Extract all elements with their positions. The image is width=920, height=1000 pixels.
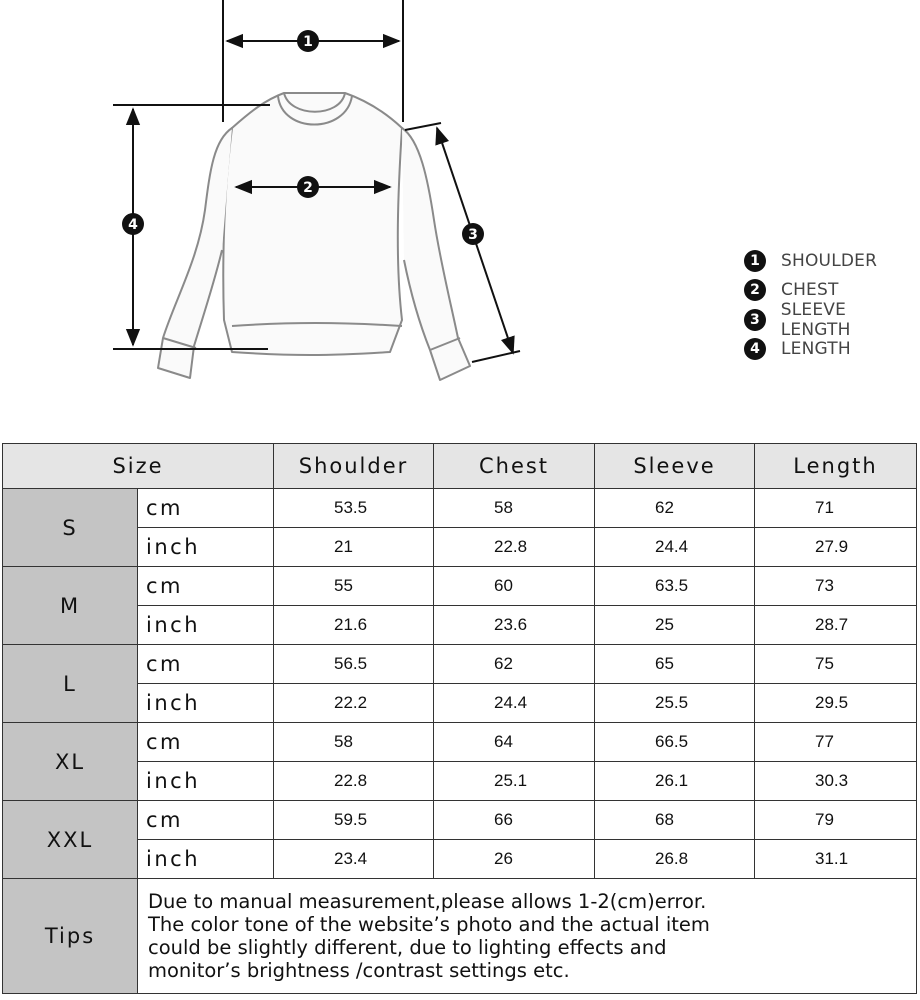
table-row (3, 762, 917, 801)
size-chart-table (2, 443, 917, 994)
legend-label: LENGTH (781, 339, 851, 360)
marker-4 (122, 213, 144, 235)
header-shoulder: Shoulder (274, 444, 434, 489)
size-label-s: S (3, 489, 138, 567)
shoulder-cm: 55 (274, 567, 434, 606)
table-row (3, 567, 917, 606)
tips-row (3, 879, 917, 994)
chest-cm: 62 (434, 645, 595, 684)
legend-item-sleeve-length (744, 299, 920, 340)
shoulder-inch: 21 (274, 528, 434, 567)
length-cm: 71 (755, 489, 917, 528)
shoulder-cm: 58 (274, 723, 434, 762)
sleeve-cm: 68 (595, 801, 755, 840)
tips-line: The color tone of the website’s photo and the actual item (148, 913, 710, 936)
size-label-xxl: XXL (3, 801, 138, 879)
unit-inch: inch (138, 606, 274, 645)
table-row (3, 840, 917, 879)
legend-label: SHOULDER (781, 250, 878, 271)
unit-cm: cm (138, 801, 274, 840)
number-1-icon: 1 (744, 250, 766, 272)
size-label-xl: XL (3, 723, 138, 801)
chest-cm: 58 (434, 489, 595, 528)
length-inch: 30.3 (755, 762, 917, 801)
number-3-icon: 3 (744, 309, 766, 331)
tips-text (138, 879, 917, 994)
unit-cm: cm (138, 489, 274, 528)
shoulder-inch: 23.4 (274, 840, 434, 879)
tips-line: could be slightly different, due to lighting effects and (148, 936, 667, 959)
legend-label: SLEEVE LENGTH (780, 299, 851, 340)
sleeve-cm: 66.5 (595, 723, 755, 762)
chest-inch: 25.1 (434, 762, 595, 801)
chest-cm: 60 (434, 567, 595, 606)
sweater-outline (158, 93, 470, 380)
unit-cm: cm (138, 723, 274, 762)
sleeve-inch: 25 (595, 606, 755, 645)
chest-inch: 24.4 (434, 684, 595, 723)
marker-2 (297, 176, 319, 198)
table-row (3, 684, 917, 723)
sleeve-cm: 62 (595, 489, 755, 528)
svg-text:2: 2 (303, 180, 313, 196)
shoulder-inch: 22.8 (274, 762, 434, 801)
length-cm: 79 (755, 801, 917, 840)
chest-inch: 22.8 (434, 528, 595, 567)
sleeve-inch: 26.8 (595, 840, 755, 879)
shoulder-inch: 21.6 (274, 606, 434, 645)
table-row (3, 801, 917, 840)
length-inch: 29.5 (755, 684, 917, 723)
table-header-row (3, 444, 917, 489)
table-row (3, 528, 917, 567)
number-2-icon: 2 (744, 279, 766, 301)
header-size: Size (3, 444, 274, 489)
legend-label: CHEST (781, 280, 839, 301)
unit-cm: cm (138, 645, 274, 684)
table-row (3, 723, 917, 762)
table-row (3, 489, 917, 528)
tips-label: Tips (3, 879, 138, 994)
length-inch: 31.1 (755, 840, 917, 879)
sleeve-cm: 65 (595, 645, 755, 684)
sleeve-inch: 24.4 (595, 528, 755, 567)
header-sleeve: Sleeve (595, 444, 755, 489)
shoulder-cm: 53.5 (274, 489, 434, 528)
length-cm: 73 (755, 567, 917, 606)
marker-3 (462, 223, 484, 245)
size-label-m: M (3, 567, 138, 645)
sleeve-inch: 25.5 (595, 684, 755, 723)
unit-inch: inch (138, 528, 274, 567)
shoulder-cm: 56.5 (274, 645, 434, 684)
header-chest: Chest (434, 444, 595, 489)
sleeve-inch: 26.1 (595, 762, 755, 801)
unit-inch: inch (138, 840, 274, 879)
chest-cm: 64 (434, 723, 595, 762)
unit-inch: inch (138, 684, 274, 723)
table-row (3, 606, 917, 645)
chest-inch: 23.6 (434, 606, 595, 645)
tips-line: Due to manual measurement,please allows 1-2(cm)error. (148, 890, 707, 913)
unit-inch: inch (138, 762, 274, 801)
unit-cm: cm (138, 567, 274, 606)
length-inch: 27.9 (755, 528, 917, 567)
chest-inch: 26 (434, 840, 595, 879)
length-cm: 75 (755, 645, 917, 684)
length-cm: 77 (755, 723, 917, 762)
legend-item-shoulder (744, 246, 920, 276)
measurement-legend (744, 246, 920, 364)
header-length: Length (755, 444, 917, 489)
tips-line: monitor’s brightness /contrast settings etc. (148, 959, 570, 982)
sleeve-cm: 63.5 (595, 567, 755, 606)
sweater-measurement-diagram (0, 0, 560, 400)
svg-text:3: 3 (468, 227, 478, 243)
chest-cm: 66 (434, 801, 595, 840)
shoulder-inch: 22.2 (274, 684, 434, 723)
marker-1 (297, 30, 319, 52)
size-label-l: L (3, 645, 138, 723)
number-4-icon: 4 (744, 338, 766, 360)
length-inch: 28.7 (755, 606, 917, 645)
svg-text:1: 1 (303, 34, 313, 50)
shoulder-cm: 59.5 (274, 801, 434, 840)
table-row (3, 645, 917, 684)
svg-text:4: 4 (128, 217, 138, 233)
